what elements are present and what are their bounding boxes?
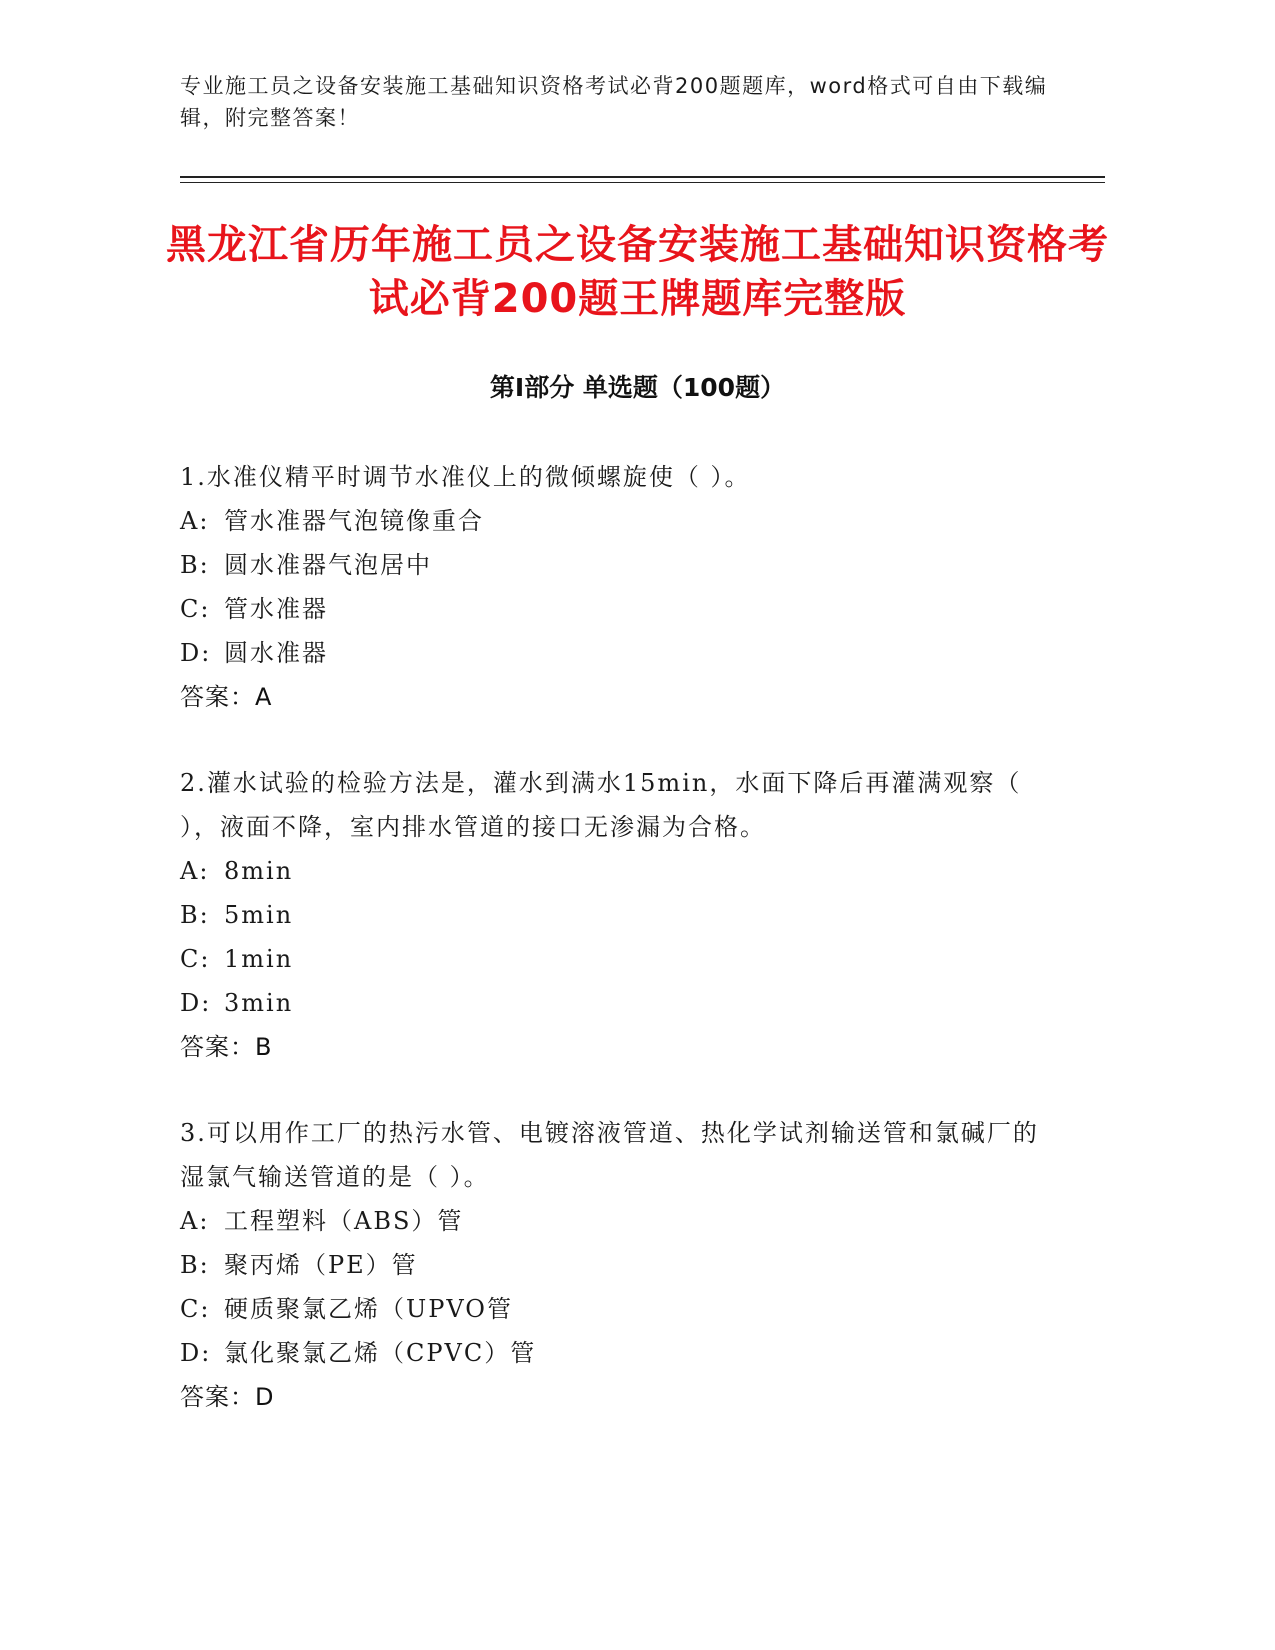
option-d: [180, 631, 1060, 675]
option-b: [180, 1243, 1060, 1287]
option-text: 硬质聚氯乙烯（UPVO管: [224, 1295, 513, 1323]
answer-line: 答案：D: [180, 1383, 275, 1411]
option-text: 氯化聚氯乙烯（CPVC）管: [224, 1339, 537, 1367]
header-rule-thin: [180, 182, 1105, 183]
header-note: 专业施工员之设备安装施工基础知识资格考试必背200题题库，word格式可自由下载编辑，附完整答案！: [180, 74, 1048, 130]
option-c: [180, 1287, 1060, 1331]
option-text: 聚丙烯（PE）管: [224, 1251, 418, 1279]
option-a: [180, 849, 1060, 893]
section-title: 第Ⅰ部分 单选题（100题）: [489, 373, 786, 402]
option-text: 3min: [224, 989, 294, 1017]
question-item: [180, 1111, 1060, 1419]
option-d: [180, 981, 1060, 1025]
option-a: [180, 1199, 1060, 1243]
option-letter: D:: [180, 989, 212, 1017]
option-letter: C:: [180, 945, 211, 973]
answer-line: 答案：B: [180, 1033, 273, 1061]
question-stem: 2.灌水试验的检验方法是，灌水到满水15min，水面下降后再灌满观察（ ），液面不降，室内排水管道的接口无渗漏为合格。: [180, 769, 1022, 841]
question-stem: 3.可以用作工厂的热污水管、电镀溶液管道、热化学试剂输送管和氯碱厂的湿氯气输送管道的是（ ）。: [180, 1119, 1039, 1191]
option-text: 圆水准器: [224, 639, 328, 667]
option-letter: B:: [180, 901, 210, 929]
option-letter: C:: [180, 1295, 211, 1323]
option-letter: A:: [180, 507, 210, 535]
option-a: [180, 499, 1060, 543]
option-letter: B:: [180, 551, 210, 579]
option-text: 工程塑料（ABS）管: [224, 1207, 464, 1235]
option-text: 管水准器气泡镜像重合: [224, 507, 484, 535]
option-letter: D:: [180, 639, 212, 667]
header-rule-thick: [180, 176, 1105, 178]
option-letter: B:: [180, 1251, 210, 1279]
option-c: [180, 587, 1060, 631]
option-b: [180, 893, 1060, 937]
option-text: 8min: [224, 857, 294, 885]
option-letter: A:: [180, 857, 210, 885]
option-text: 5min: [224, 901, 294, 929]
option-letter: C:: [180, 595, 211, 623]
question-item: [180, 455, 1060, 719]
question-list: [180, 455, 1060, 1461]
option-b: [180, 543, 1060, 587]
question-stem: 1.水准仪精平时调节水准仪上的微倾螺旋使（ ）。: [180, 463, 751, 491]
option-c: [180, 937, 1060, 981]
option-text: 管水准器: [224, 595, 328, 623]
option-letter: A:: [180, 1207, 210, 1235]
document-title: 黑龙江省历年施工员之设备安装施工基础知识资格考试必背200题王牌题库完整版: [166, 222, 1109, 322]
answer-line: 答案：A: [180, 683, 273, 711]
option-letter: D:: [180, 1339, 212, 1367]
question-item: [180, 761, 1060, 1069]
option-d: [180, 1331, 1060, 1375]
option-text: 1min: [224, 945, 294, 973]
option-text: 圆水准器气泡居中: [224, 551, 432, 579]
